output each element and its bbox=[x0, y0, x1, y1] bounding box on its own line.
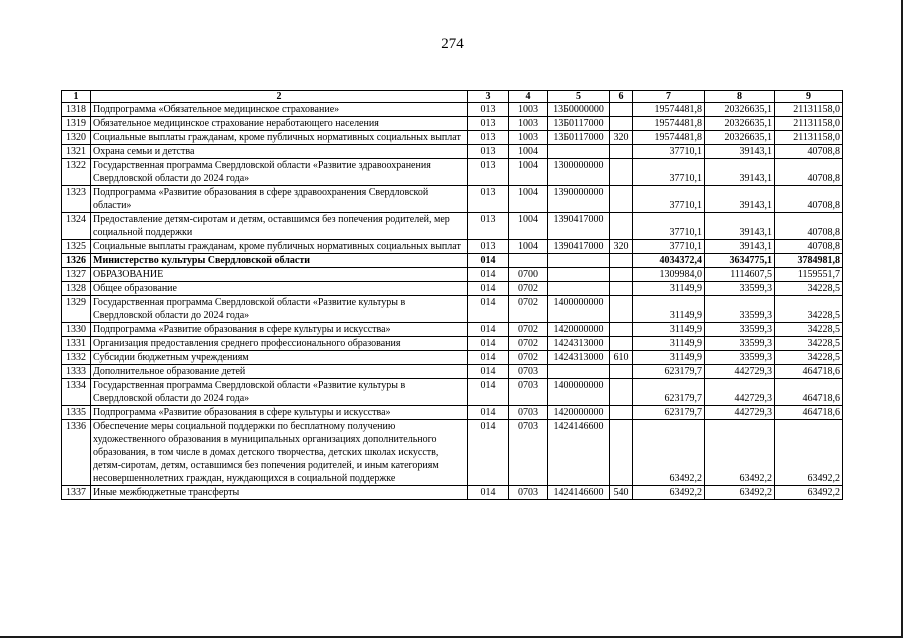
row-number: 1321 bbox=[62, 145, 91, 159]
header-cell-7: 7 bbox=[633, 91, 705, 103]
row-number: 1326 bbox=[62, 254, 91, 268]
budget-table bbox=[61, 90, 843, 500]
row-value-7: 31149,9 bbox=[633, 323, 705, 337]
row-code-5: 1424313000 bbox=[548, 337, 610, 351]
row-code-3: 014 bbox=[468, 406, 509, 420]
row-value-8: 39143,1 bbox=[705, 186, 775, 213]
row-value-8: 39143,1 bbox=[705, 159, 775, 186]
row-value-7: 623179,7 bbox=[633, 365, 705, 379]
row-name: Охрана семьи и детства bbox=[91, 145, 468, 159]
row-code-3: 013 bbox=[468, 186, 509, 213]
row-number: 1327 bbox=[62, 268, 91, 282]
row-number: 1324 bbox=[62, 213, 91, 240]
row-code-5: 1420000000 bbox=[548, 406, 610, 420]
row-name: Государственная программа Свердловской области «Развитие здравоохранения Свердловской области до 2024 года» bbox=[91, 159, 468, 186]
header-cell-2: 2 bbox=[91, 91, 468, 103]
row-value-9: 40708,8 bbox=[775, 240, 843, 254]
page-number: 274 bbox=[441, 36, 464, 52]
row-value-7: 623179,7 bbox=[633, 379, 705, 406]
row-number: 1319 bbox=[62, 117, 91, 131]
row-code-6: 610 bbox=[610, 351, 633, 365]
row-value-7: 19574481,8 bbox=[633, 117, 705, 131]
row-code-4 bbox=[509, 254, 548, 268]
row-code-3: 014 bbox=[468, 365, 509, 379]
row-name: Подпрограмма «Развитие образования в сфере культуры и искусства» bbox=[91, 323, 468, 337]
row-code-3: 014 bbox=[468, 268, 509, 282]
row-code-3: 014 bbox=[468, 420, 509, 486]
row-code-5: 1400000000 bbox=[548, 296, 610, 323]
row-code-5: 1420000000 bbox=[548, 323, 610, 337]
row-value-7: 31149,9 bbox=[633, 282, 705, 296]
row-code-6 bbox=[610, 145, 633, 159]
row-name: Субсидии бюджетным учреждениям bbox=[91, 351, 468, 365]
row-value-7: 37710,1 bbox=[633, 213, 705, 240]
table-row bbox=[62, 117, 843, 131]
row-number: 1330 bbox=[62, 323, 91, 337]
row-code-4: 0702 bbox=[509, 282, 548, 296]
table-row bbox=[62, 159, 843, 186]
row-value-9: 40708,8 bbox=[775, 145, 843, 159]
row-code-6 bbox=[610, 379, 633, 406]
row-code-3: 013 bbox=[468, 145, 509, 159]
row-code-4: 1004 bbox=[509, 213, 548, 240]
row-value-8: 20326635,1 bbox=[705, 103, 775, 117]
table-row bbox=[62, 296, 843, 323]
row-value-8: 63492,2 bbox=[705, 420, 775, 486]
header-cell-6: 6 bbox=[610, 91, 633, 103]
row-code-3: 014 bbox=[468, 296, 509, 323]
row-number: 1332 bbox=[62, 351, 91, 365]
row-value-8: 39143,1 bbox=[705, 240, 775, 254]
row-name: Дополнительное образование детей bbox=[91, 365, 468, 379]
row-value-9: 63492,2 bbox=[775, 486, 843, 500]
header-cell-4: 4 bbox=[509, 91, 548, 103]
row-code-6 bbox=[610, 268, 633, 282]
row-number: 1325 bbox=[62, 240, 91, 254]
row-code-4: 1004 bbox=[509, 159, 548, 186]
row-code-6 bbox=[610, 282, 633, 296]
row-number: 1334 bbox=[62, 379, 91, 406]
row-code-6 bbox=[610, 323, 633, 337]
row-code-4: 1003 bbox=[509, 103, 548, 117]
row-code-6 bbox=[610, 159, 633, 186]
table-row bbox=[62, 103, 843, 117]
row-name: ОБРАЗОВАНИЕ bbox=[91, 268, 468, 282]
row-value-8: 20326635,1 bbox=[705, 131, 775, 145]
row-code-6 bbox=[610, 337, 633, 351]
row-name: Подпрограмма «Обязательное медицинское страхование» bbox=[91, 103, 468, 117]
row-code-3: 014 bbox=[468, 486, 509, 500]
row-value-8: 3634775,1 bbox=[705, 254, 775, 268]
row-code-5: 1424146600 bbox=[548, 420, 610, 486]
header-cell-9: 9 bbox=[775, 91, 843, 103]
row-code-5: 1390417000 bbox=[548, 213, 610, 240]
row-name: Организация предоставления среднего профессионального образования bbox=[91, 337, 468, 351]
row-code-4: 0700 bbox=[509, 268, 548, 282]
row-name: Предоставление детям-сиротам и детям, оставшимся без попечения родителей, мер социальной поддержки bbox=[91, 213, 468, 240]
row-value-7: 37710,1 bbox=[633, 159, 705, 186]
row-value-8: 39143,1 bbox=[705, 145, 775, 159]
row-number: 1335 bbox=[62, 406, 91, 420]
table-row bbox=[62, 131, 843, 145]
row-number: 1320 bbox=[62, 131, 91, 145]
row-value-7: 31149,9 bbox=[633, 351, 705, 365]
row-code-3: 014 bbox=[468, 323, 509, 337]
row-value-9: 464718,6 bbox=[775, 379, 843, 406]
row-name: Социальные выплаты гражданам, кроме публичных нормативных социальных выплат bbox=[91, 240, 468, 254]
row-code-5 bbox=[548, 254, 610, 268]
row-code-5: 1424146600 bbox=[548, 486, 610, 500]
row-code-3: 014 bbox=[468, 351, 509, 365]
row-code-4: 1003 bbox=[509, 131, 548, 145]
row-number: 1337 bbox=[62, 486, 91, 500]
row-code-4: 0703 bbox=[509, 365, 548, 379]
header-cell-8: 8 bbox=[705, 91, 775, 103]
row-value-9: 464718,6 bbox=[775, 365, 843, 379]
row-code-3: 013 bbox=[468, 131, 509, 145]
row-code-6 bbox=[610, 406, 633, 420]
row-number: 1318 bbox=[62, 103, 91, 117]
row-code-5: 13Б0000000 bbox=[548, 103, 610, 117]
row-code-4: 1004 bbox=[509, 186, 548, 213]
row-code-6 bbox=[610, 186, 633, 213]
row-value-8: 33599,3 bbox=[705, 282, 775, 296]
table-body bbox=[62, 103, 843, 500]
row-code-4: 0702 bbox=[509, 323, 548, 337]
table-row bbox=[62, 254, 843, 268]
row-code-3: 014 bbox=[468, 379, 509, 406]
header-cell-3: 3 bbox=[468, 91, 509, 103]
row-code-3: 013 bbox=[468, 117, 509, 131]
table-row bbox=[62, 240, 843, 254]
row-name: Государственная программа Свердловской области «Развитие культуры в Свердловской области до 2024 года» bbox=[91, 296, 468, 323]
row-value-9: 1159551,7 bbox=[775, 268, 843, 282]
row-value-9: 3784981,8 bbox=[775, 254, 843, 268]
row-value-8: 1114607,5 bbox=[705, 268, 775, 282]
row-code-4: 0703 bbox=[509, 420, 548, 486]
row-value-8: 442729,3 bbox=[705, 365, 775, 379]
table-row bbox=[62, 486, 843, 500]
row-code-5: 1300000000 bbox=[548, 159, 610, 186]
row-name: Иные межбюджетные трансферты bbox=[91, 486, 468, 500]
row-code-6: 540 bbox=[610, 486, 633, 500]
row-code-4: 0703 bbox=[509, 486, 548, 500]
row-value-8: 20326635,1 bbox=[705, 117, 775, 131]
row-value-8: 33599,3 bbox=[705, 323, 775, 337]
row-code-6 bbox=[610, 117, 633, 131]
row-value-9: 63492,2 bbox=[775, 420, 843, 486]
row-name: Общее образование bbox=[91, 282, 468, 296]
row-code-5: 13Б0117000 bbox=[548, 117, 610, 131]
row-code-6 bbox=[610, 365, 633, 379]
row-value-7: 63492,2 bbox=[633, 420, 705, 486]
row-name: Государственная программа Свердловской области «Развитие культуры в Свердловской области до 2024 года» bbox=[91, 379, 468, 406]
row-name: Подпрограмма «Развитие образования в сфере культуры и искусства» bbox=[91, 406, 468, 420]
row-code-5: 1400000000 bbox=[548, 379, 610, 406]
table-row bbox=[62, 213, 843, 240]
row-code-3: 014 bbox=[468, 254, 509, 268]
row-value-7: 623179,7 bbox=[633, 406, 705, 420]
row-code-6: 320 bbox=[610, 131, 633, 145]
row-value-7: 1309984,0 bbox=[633, 268, 705, 282]
row-value-8: 442729,3 bbox=[705, 379, 775, 406]
row-value-9: 21131158,0 bbox=[775, 103, 843, 117]
row-value-8: 33599,3 bbox=[705, 337, 775, 351]
row-name: Обязательное медицинское страхование неработающего населения bbox=[91, 117, 468, 131]
row-value-9: 40708,8 bbox=[775, 213, 843, 240]
row-code-4: 0702 bbox=[509, 337, 548, 351]
header-cell-1: 1 bbox=[62, 91, 91, 103]
row-value-8: 442729,3 bbox=[705, 406, 775, 420]
row-value-9: 40708,8 bbox=[775, 186, 843, 213]
row-value-8: 33599,3 bbox=[705, 351, 775, 365]
row-code-6 bbox=[610, 254, 633, 268]
row-code-6 bbox=[610, 420, 633, 486]
row-name: Социальные выплаты гражданам, кроме публичных нормативных социальных выплат bbox=[91, 131, 468, 145]
row-code-3: 013 bbox=[468, 240, 509, 254]
row-code-4: 0702 bbox=[509, 296, 548, 323]
row-value-9: 21131158,0 bbox=[775, 131, 843, 145]
row-value-9: 34228,5 bbox=[775, 337, 843, 351]
table-row bbox=[62, 406, 843, 420]
row-value-9: 34228,5 bbox=[775, 282, 843, 296]
row-code-5: 1424313000 bbox=[548, 351, 610, 365]
row-code-5: 1390417000 bbox=[548, 240, 610, 254]
row-value-8: 63492,2 bbox=[705, 486, 775, 500]
row-value-9: 40708,8 bbox=[775, 159, 843, 186]
row-code-4: 0702 bbox=[509, 351, 548, 365]
row-number: 1328 bbox=[62, 282, 91, 296]
row-code-4: 0703 bbox=[509, 379, 548, 406]
row-code-3: 013 bbox=[468, 103, 509, 117]
row-value-7: 4034372,4 bbox=[633, 254, 705, 268]
table-row bbox=[62, 365, 843, 379]
row-code-4: 1003 bbox=[509, 117, 548, 131]
table-row bbox=[62, 323, 843, 337]
row-code-6 bbox=[610, 103, 633, 117]
row-code-3: 014 bbox=[468, 282, 509, 296]
table-row bbox=[62, 379, 843, 406]
row-code-4: 1004 bbox=[509, 145, 548, 159]
row-value-8: 39143,1 bbox=[705, 213, 775, 240]
row-code-3: 013 bbox=[468, 213, 509, 240]
row-value-7: 19574481,8 bbox=[633, 103, 705, 117]
row-number: 1331 bbox=[62, 337, 91, 351]
table-row bbox=[62, 145, 843, 159]
row-number: 1333 bbox=[62, 365, 91, 379]
row-name: Министерство культуры Свердловской области bbox=[91, 254, 468, 268]
table-row bbox=[62, 186, 843, 213]
table-row bbox=[62, 337, 843, 351]
row-value-7: 37710,1 bbox=[633, 186, 705, 213]
header-row bbox=[62, 91, 843, 103]
row-code-5 bbox=[548, 268, 610, 282]
row-value-7: 37710,1 bbox=[633, 145, 705, 159]
row-value-7: 19574481,8 bbox=[633, 131, 705, 145]
row-code-3: 014 bbox=[468, 337, 509, 351]
row-value-9: 34228,5 bbox=[775, 323, 843, 337]
table-row bbox=[62, 351, 843, 365]
row-code-3: 013 bbox=[468, 159, 509, 186]
row-code-5: 13Б0117000 bbox=[548, 131, 610, 145]
row-value-7: 31149,9 bbox=[633, 296, 705, 323]
header-cell-5: 5 bbox=[548, 91, 610, 103]
row-code-5: 1390000000 bbox=[548, 186, 610, 213]
row-code-6 bbox=[610, 296, 633, 323]
row-code-5 bbox=[548, 145, 610, 159]
table-row bbox=[62, 268, 843, 282]
row-code-4: 1004 bbox=[509, 240, 548, 254]
row-number: 1322 bbox=[62, 159, 91, 186]
row-number: 1336 bbox=[62, 420, 91, 486]
row-code-6 bbox=[610, 213, 633, 240]
row-number: 1329 bbox=[62, 296, 91, 323]
row-value-9: 464718,6 bbox=[775, 406, 843, 420]
row-code-5 bbox=[548, 365, 610, 379]
row-name: Обеспечение меры социальной поддержки по бесплатному получению художественного образования в муниципальных организациях дополнительного образования, в том числе в домах детского творчества, детских школах искусств, детям-сиротам, детям, оставшимся без попечения родителей, и иным категориям несовершеннолетних граждан, нуждающихся в социальной поддержке bbox=[91, 420, 468, 486]
row-value-9: 34228,5 bbox=[775, 351, 843, 365]
row-value-7: 63492,2 bbox=[633, 486, 705, 500]
row-value-8: 33599,3 bbox=[705, 296, 775, 323]
table-row bbox=[62, 420, 843, 486]
row-code-4: 0703 bbox=[509, 406, 548, 420]
row-value-7: 31149,9 bbox=[633, 337, 705, 351]
row-name: Подпрограмма «Развитие образования в сфере здравоохранения Свердловской области» bbox=[91, 186, 468, 213]
row-value-7: 37710,1 bbox=[633, 240, 705, 254]
table-row bbox=[62, 282, 843, 296]
row-number: 1323 bbox=[62, 186, 91, 213]
row-value-9: 21131158,0 bbox=[775, 117, 843, 131]
row-value-9: 34228,5 bbox=[775, 296, 843, 323]
row-code-6: 320 bbox=[610, 240, 633, 254]
row-code-5 bbox=[548, 282, 610, 296]
